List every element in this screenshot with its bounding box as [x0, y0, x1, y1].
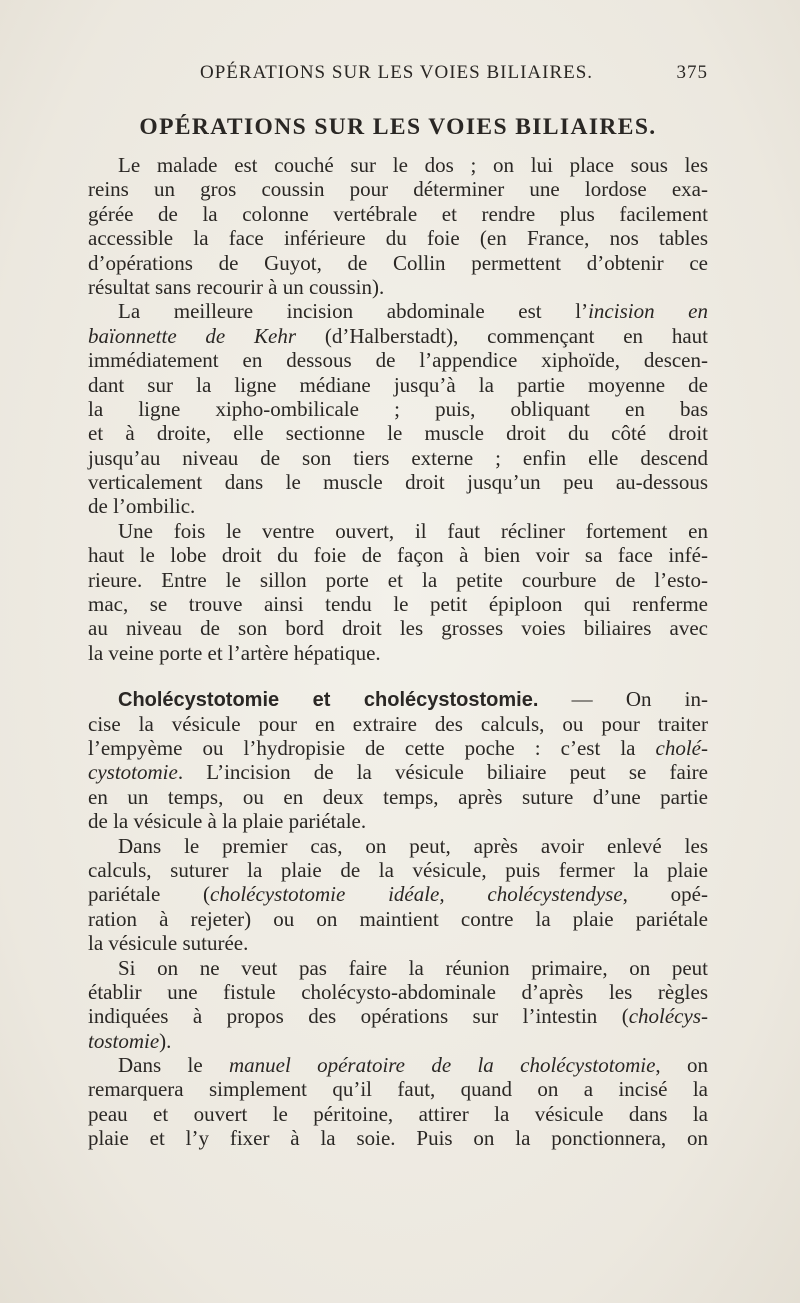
paragraph-7	[88, 1053, 708, 1151]
text-run: Dans le	[118, 1053, 229, 1078]
text-line: la veine porte et l’artère hépatique.	[88, 640, 381, 665]
text-line: Dans le premier cas, on peut, après avoir enlevé les	[118, 833, 708, 858]
italic-term: cholécys-	[628, 1004, 708, 1029]
italic-term: incision en	[588, 299, 708, 324]
text-line: la vésicule suturée.	[88, 931, 249, 956]
text-line: calculs, suturer la plaie de la vésicule, puis fermer la plaie	[88, 857, 708, 882]
text-run: — On in-	[538, 687, 709, 712]
subsection-heading: Cholécystotomie et cholécystostomie.	[118, 689, 539, 712]
text-line: de la vésicule à la plaie pariétale.	[88, 809, 367, 834]
text-line: gérée de la colonne vertébrale et rendre plus facilement	[88, 201, 708, 226]
text-line: Une fois le ventre ouvert, il faut récliner fortement en	[118, 518, 708, 543]
text-run: pariétale (	[88, 882, 211, 907]
text-line: dant sur la ligne médiane jusqu’à la partie moyenne de	[88, 372, 708, 397]
text-line: immédiatement en dessous de l’appendice xiphoïde, descen-	[88, 348, 708, 373]
paragraph-1	[88, 153, 708, 299]
text-line: d’opérations de Guyot, de Collin permettent d’obtenir ce	[88, 250, 708, 275]
text-line	[88, 1004, 708, 1028]
text-line: haut le lobe droit du foie de façon à bien voir sa face infé-	[88, 543, 708, 568]
italic-term: manuel opératoire de la cholécystotomie	[228, 1053, 656, 1078]
italic-term: cholécystotomie idéale, cholécystendyse	[210, 882, 623, 907]
text-line: ration à rejeter) ou on maintient contre la plaie pariétale	[88, 906, 708, 931]
section-title: OPÉRATIONS SUR LES VOIES BILIAIRES.	[139, 114, 657, 140]
paragraph-3	[88, 519, 708, 665]
text-line	[88, 1029, 708, 1053]
text-run: l’empyème ou l’hydropisie de cette poche : c’est la	[88, 735, 656, 760]
text-line: au niveau de son bord droit les grosses voies biliaires avec	[88, 616, 708, 641]
text-line: Le malade est couché sur le dos ; on lui place sous les	[118, 153, 708, 177]
italic-term: tostomie	[88, 1028, 160, 1053]
body-text	[88, 153, 708, 1151]
text-line: accessible la face inférieure du foie (en France, nos tables	[88, 226, 708, 251]
paragraph-4	[88, 687, 708, 833]
text-line	[88, 882, 708, 906]
text-line: cise la vésicule pour en extraire des calculs, ou pour traiter	[88, 711, 708, 736]
text-run: , on	[655, 1053, 708, 1078]
text-line	[88, 736, 708, 760]
text-line: verticalement dans le muscle droit jusqu’un peu au-dessous	[88, 470, 708, 495]
text-run: (d’Halberstadt), commençant en haut	[296, 323, 708, 348]
text-line: reins un gros coussin pour déterminer une lordose exa-	[88, 177, 708, 202]
text-line: plaie et l’y fixer à la soie. Puis on la ponctionnera, on	[88, 1126, 708, 1151]
italic-term: cholé-	[655, 735, 708, 760]
italic-term: baïonnette de Kehr	[88, 323, 297, 348]
text-line: et à droite, elle sectionne le muscle droit du côté droit	[88, 421, 708, 446]
text-line: en un temps, ou en deux temps, après suture d’une partie	[88, 784, 708, 809]
text-line	[88, 324, 708, 348]
paragraph-5	[88, 834, 708, 956]
text-line: mac, se trouve ainsi tendu le petit épiploon qui renferme	[88, 592, 708, 617]
paragraph-2	[88, 299, 708, 519]
text-line: résultat sans recourir à un coussin).	[88, 274, 385, 299]
text-line: peau et ouvert le péritoine, attirer la vésicule dans la	[88, 1101, 708, 1126]
text-line	[88, 760, 708, 784]
text-line	[88, 687, 708, 711]
running-title: OPÉRATIONS SUR LES VOIES BILIAIRES.	[200, 62, 594, 83]
text-line: établir une fistule cholécysto-abdominale d’après les règles	[88, 979, 708, 1004]
page-number: 375	[676, 62, 708, 83]
text-run: . L’incision de la vésicule biliaire peut se faire	[177, 760, 708, 785]
text-line	[88, 1053, 708, 1077]
text-run: , opé-	[622, 882, 708, 907]
text-line: la ligne xipho-ombilicale ; puis, obliquant en bas	[88, 396, 708, 421]
paragraph-gap	[88, 665, 708, 687]
text-line: jusqu’au niveau de son tiers externe ; enfin elle descend	[88, 445, 708, 470]
text-line: Si on ne veut pas faire la réunion primaire, on peut	[118, 955, 708, 980]
italic-term: cystotomie	[88, 760, 178, 785]
text-line: de l’ombilic.	[88, 494, 196, 519]
text-line	[88, 299, 708, 323]
text-run: indiquées à propos des opérations sur l’intestin (	[88, 1004, 629, 1029]
text-line: rieure. Entre le sillon porte et la petite courbure de l’esto-	[88, 567, 708, 592]
text-line: remarquera simplement qu’il faut, quand on a incisé la	[88, 1077, 708, 1102]
paragraph-6	[88, 956, 708, 1054]
text-run: La meilleure incision abdominale est l’	[118, 299, 589, 324]
text-run: ).	[159, 1028, 172, 1053]
